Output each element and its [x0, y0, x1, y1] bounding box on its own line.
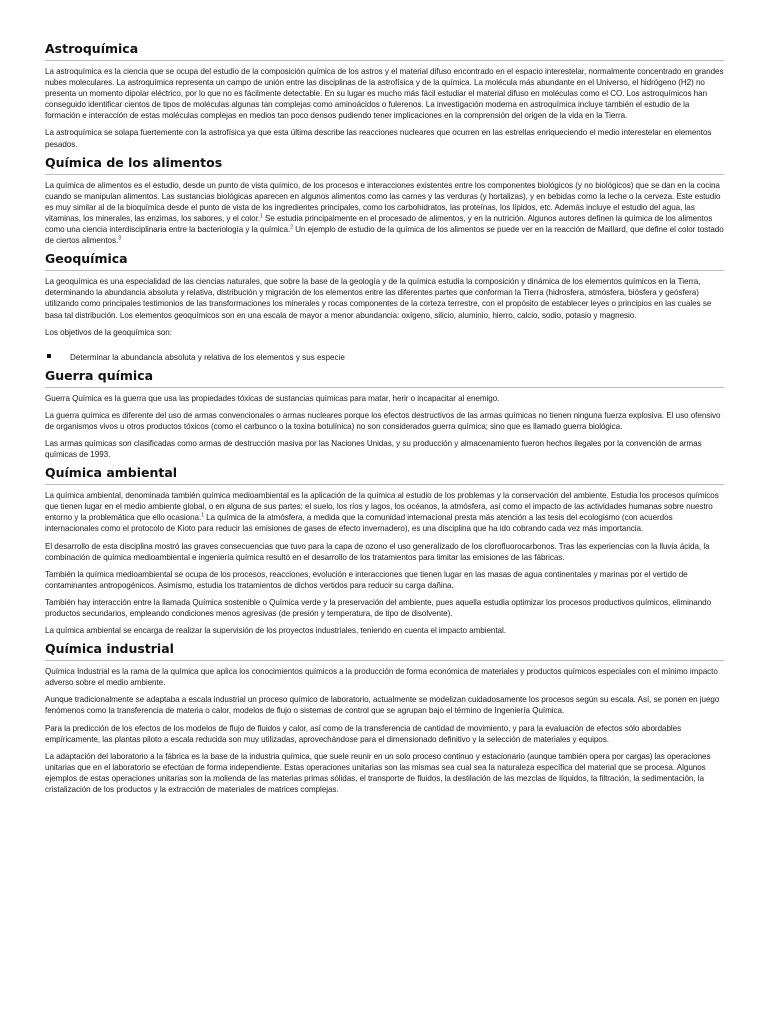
section-guerra-quimica — [45, 367, 724, 460]
paragraph: La geoquímica es una especialidad de las ciencias naturales, que sobre la base de la geología y de la química estudia la composición y dinámica de los elementos químicos en la Tierra, determinando la abundancia absoluta y relativa, distribución y migración de los elementos entre las diferentes partes que conforman la Tierra (hidrosfera, atmósfera, biósfera y geósfera) utilizando como principales testimonios de las transformaciones los minerales y rocas componentes de la corteza terrestre, con el propósito de establecer leyes o principios en las cuales se basa tal distribución. Los elementos geoquímicos son en una escala de mayor a menor abundancia: oxígeno, silicio, aluminio, hierro, calcio, sodio, potasio y magnesio. — [45, 277, 712, 320]
objectives-list — [45, 352, 724, 363]
paragraph: Guerra Química es la guerra que usa las propiedades tóxicas de sustancias químicas para matar, herir o incapacitar al enemigo. — [45, 393, 500, 403]
section-astroquimica — [45, 40, 724, 150]
list-item — [45, 352, 724, 363]
paragraph: Las armas químicas son clasificadas como armas de destrucción masiva por las Naciones Unidas, y su producción y almacenamiento fueron hechos ilegales por la convención de armas químicas de 1993. — [45, 438, 702, 460]
footnote-ref[interactable]: 1 — [260, 213, 263, 220]
paragraph — [45, 490, 724, 534]
footnote-ref[interactable]: 1 — [201, 512, 204, 519]
section-geoquimica — [45, 250, 724, 362]
paragraph-text: La química de alimentos es el estudio, desde un punto de vista químico, de los procesos e interacciones existentes entre los componentes biológicos (y no biológicos) que se dan en la cocina cuando se manipulan alimentos. Las sustancias biológicas aparecen en algunos alimentos como las carnes y las verduras (y hortalizas), y en bebidas como la leche o la cerveza. Este estudio es muy similar al de la bioquímica desde el punto de vista de los ingredientes principales, como los carbohidratos, las proteínas, los lípidos, etc. Además incluye el estudio del agua, las vitaminas, los minerales, las enzimas, los sabores, y el color. — [45, 180, 721, 223]
section-heading: Química ambiental — [45, 464, 724, 485]
list-item-text: Determinar la abundancia absoluta y relativa de los elementos y sus especie — [70, 352, 345, 362]
paragraph: La guerra química es diferente del uso de armas convencionales o armas nucleares porque los efectos destructivos de las armas químicas no tienen ninguna fuerza explosiva. El uso ofensivo de organismos vivos u otros productos tóxicos (como el carbunco o la toxina botulínica) no son considerados guerra química; sino que es llamado guerra biológica. — [45, 410, 721, 431]
paragraph: La astroquímica es la ciencia que se ocupa del estudio de la composición química de los astros y el material difuso encontrado en el espacio interestelar, normalmente concentrado en grandes nubes moleculares. La astroquímica representa un campo de unión entre las disciplinas de la astrofísica y de la química. La molécula más abundante en el Universo, el hidrógeno (H2) no presenta un momento dipolar eléctrico, por lo que no es fácilmente detectable. En su lugar es mucho más fácil estudiar el material difuso en moléculas como el CO. Los astroquímicos han conseguido identificar cientos de tipos de moléculas algunas tan complejas como aminoácidos o fulerenos. La investigación moderna en astroquímica incluye también el estudio de la formación e interacción de estas moléculas complejas en medios tan poco densos pudiendo tener implicaciones en la comprensión del origen de la vida en la Tierra. — [45, 67, 724, 121]
section-quimica-ambiental — [45, 464, 724, 636]
section-heading: Química industrial — [45, 640, 724, 661]
section-quimica-alimentos — [45, 154, 724, 247]
paragraph: La química ambiental se encarga de realizar la supervisión de los proyectos industriales, teniendo en cuenta el impacto ambiental. — [45, 626, 506, 636]
paragraph-text: Un ejemplo de estudio de la química de los alimentos se puede ver en la reacción de Maillard, que define el color tostado de ciertos alimentos. — [45, 225, 724, 246]
paragraph: La astroquímica se solapa fuertemente con la astrofísica ya que esta última describe las reacciones nucleares que ocurren en las estrellas enriqueciendo el medio interestelar en elementos pesados. — [45, 128, 712, 149]
footnote-ref[interactable]: 2 — [290, 224, 293, 231]
section-heading: Química de los alimentos — [45, 154, 724, 175]
paragraph-text: Se estudia principalmente en el procesado de alimentos, y en la nutrición. Algunos autores definen la química de los alimentos como una ciencia interdisciplinaria entre la bacteriología y la química. — [45, 213, 713, 235]
paragraph — [45, 180, 724, 247]
paragraph: El desarrollo de esta disciplina mostró las graves consecuencias que tuvo para la capa de ozono el uso generalizado de los clorofluorocarbonos. Tras las experiencias con la lluvia ácida, la combinación de química medioambiental e ingeniería química resultó en el desarrollo de los tratamientos para limitar las emisiones de las fábricas. — [45, 541, 710, 562]
document-page — [45, 40, 724, 801]
paragraph: También la química medioambiental se ocupa de los procesos, reacciones, evolución e interacciones que tienen lugar en las masas de agua continentales y marinas por el vertido de contaminantes antropogénicos. Asimismo, estudia los tratamientos de dichos vertidos para reducir su carga dañina. — [45, 569, 688, 590]
section-quimica-industrial — [45, 640, 724, 795]
paragraph: Aunque tradicionalmente se adaptaba a escala industrial un proceso químico de laboratorio, actualmente se modelizan cuidadosamente los procesos según su escala. Así, se ponen en juego fenómenos como la transferencia de materia o calor, modelos de flujo o sistemas de control que se agrupan bajo el término de Ingeniería Química. — [45, 695, 720, 716]
section-heading: Guerra química — [45, 367, 724, 388]
section-heading: Astroquímica — [45, 40, 724, 61]
paragraph: Los objetivos de la geoquímica son: — [45, 327, 172, 337]
footnote-ref[interactable]: 3 — [118, 235, 121, 242]
paragraph: También hay interacción entre la llamada Química sostenible o Química verde y la preservación del ambiente, pues aquella estudia optimizar los procesos productivos químicos, eliminando productos secundarios, empleando condiciones menos agresivas (de presión y temperatura, de tipo de disolvente). — [45, 597, 712, 618]
paragraph: Para la predicción de los efectos de los modelos de flujo de fluidos y calor, así como de la transferencia de cantidad de movimiento, y para la evaluación de efectos sólo abordables empíricamente, las plantas piloto a escala reducida son muy utilizadas, aprovechándose para el dimensionado definitivo y la selección de materiales y equipos. — [45, 723, 682, 744]
paragraph-text: La química de la atmósfera, a medida que la comunidad internacional presta más atención a las tesis del ecologismo (con acuerdos internacionales como el protocolo de Kioto para reducir las emisiones de gases de efecto invernadero), es una disciplina que ha ido cobrando cada vez más importancia. — [45, 513, 673, 534]
bullet-icon — [47, 354, 51, 358]
paragraph-text: La química ambiental, denominada también química medioambiental es la aplicación de la química al estudio de los problemas y la conservación del ambiente. Estudia los procesos químicos que tienen lugar en el medio ambiente global, o en alguna de sus partes: el suelo, los ríos y lagos, los océanos, la atmósfera, así como el impacto de las actividades humanas sobre nuestro entorno y la problemática que ello ocasiona. — [45, 491, 719, 523]
section-heading: Geoquímica — [45, 250, 724, 271]
paragraph: La adaptación del laboratorio a la fábrica es la base de la industria química, que suele reunir en un solo proceso continuo y estacionario (aunque también opera por cargas) las operaciones unitarias que en el laboratorio se efectúan de forma independiente. Estas operaciones unitarias son las mismas sea cual sea la naturaleza específica del material que se procesa. Algunos ejemplos de estas operaciones unitarias son la molienda de las materias primas sólidas, el transporte de fluidos, la destilación de las mezclas de líquidos, la filtración, la sedimentación, la cristalización de los productos y la extracción de materiales de matrices complejas. — [45, 751, 711, 795]
paragraph: Química Industrial es la rama de la química que aplica los conocimientos químicos a la producción de forma económica de materiales y productos químicos especiales con el mínimo impacto adverso sobre el medio ambiente. — [45, 667, 718, 688]
